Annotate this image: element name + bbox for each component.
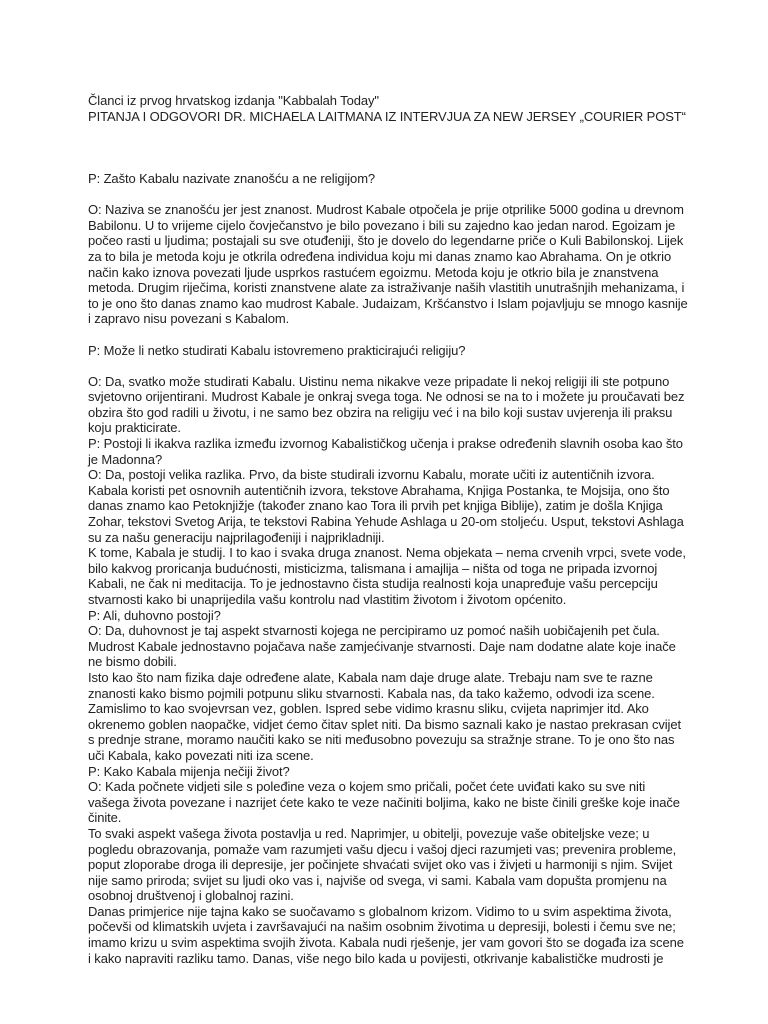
question-4: P: Ali, duhovno postoji? — [88, 607, 221, 623]
question-3: P: Postoji li ikakva razlika između izvornog Kabalističkog učenja i prakse određenih slavnih osoba kao što je Madonna? — [88, 436, 683, 467]
spacer — [88, 327, 688, 343]
document-header-line-1: Članci iz prvog hrvatskog izdanja "Kabbalah Today" — [88, 93, 379, 108]
document-body — [88, 93, 688, 966]
spacer — [88, 124, 688, 155]
document-header-line-2: PITANJA I ODGOVORI DR. MICHAELA LAITMANA IZ INTERVJUA ZA NEW JERSEY „COURIER POST“ — [88, 108, 686, 124]
spacer — [88, 187, 688, 203]
question-2: P: Može li netko studirati Kabalu istovremeno prakticirajući religiju? — [88, 342, 466, 358]
answer-5-continued: To svaki aspekt vašega života postavlja u red. Naprimjer, u obitelji, povezuje vaše obiteljske veze; u pogledu obrazovanja, pomaže vam razumjeti vašu djecu i vašoj djeci razumjeti vas; prevenira probleme, poput zloporabe droga ili depresije, jer počinjete shvaćati svijet oko vas i živjeti u harmoniji s njim. Svijet nije samo priroda; svijet su ljudi oko vas i, najviše od svega, vi sami. Kabala vam dopušta promjenu na osobnoj društvenoj i globalnoj razini. — [88, 825, 677, 904]
answer-2: O: Da, svatko može studirati Kabalu. Uistinu nema nikakve veze pripadate li nekoj religiji ili ste potpuno svjetovno orijentirani. Mudrost Kabale je onkraj svega toga. Ne odnosi se na to i možete ju proučavati bez obzira što god radili u životu, i ne samo bez obzira na religiju već i na bilo koji sustav uvjerenja ili praksu koju prakticirate. — [88, 373, 685, 436]
answer-4: O: Da, duhovnost je taj aspekt stvarnosti kojega ne percipiramo uz pomoć naših uobičajenih pet čula. Mudrost Kabale jednostavno pojačava naše zamjećivanje stvarnosti. Daje nam dodatne alate koje inače ne bismo dobili. — [88, 623, 676, 670]
question-1: P: Zašto Kabalu nazivate znanošću a ne religijom? — [88, 170, 376, 186]
answer-4-continued: Isto kao što nam fizika daje određene alate, Kabala nam daje druge alate. Trebaju nam sve te razne znanosti kako bismo pojmili potpunu sliku stvarnosti. Kabala nas, da tako kažemo, odvodi iza scene. Zamislimo to kao svojevrsan vez, goblen. Ispred sebe vidimo krasnu sliku, cvijeta naprimjer itd. Ako okrenemo goblen naopačke, vidjet ćemo čitav splet niti. Da bismo saznali kako je nastao prekrasan cvijet s prednje strane, moramo naučiti kako se niti međusobno povezuju sa stražnje strane. To je ono što nas uči Kabala, kako povezati niti iza scene. — [88, 669, 681, 763]
answer-5: O: Kada počnete vidjeti sile s poleđine veza o kojem smo pričali, počet ćete uviđati kako su sve niti vašega života povezane i nazrijet ćete kako te veze načiniti boljima, kako ne biste činili greške koje inače činite. — [88, 779, 680, 826]
answer-1: O: Naziva se znanošću jer jest znanost. Mudrost Kabale otpočela je prije otprilike 5000 godina u drevnom Babilonu. U to vrijeme cijelo čovječanstvo je bilo povezano i bili su zajedno kao jedan narod. Egoizam je počeo rasti u ljudima; postajali su sve otuđeniji, što je dovelo do legendarne priče o Kuli Babilonskoj. Lijek za to bila je metoda koju je otkrila određena individua koju mi danas znamo kao Abrahama. On je otkrio način kako iznova povezati ljude usprkos rastućem egoizmu. Metoda koju je otkrio bila je znanstvena metoda. Drugim riječima, koristi znanstvene alate za istraživanje naših vlastitih unutrašnjih mehanizama, i to je ono što danas znamo kao mudrost Kabale. Judaizam, Kršćanstvo i Islam pojavljuju se mnogo kasnije i zapravo nisu povezani s Kabalom. — [88, 202, 688, 327]
spacer — [88, 358, 688, 374]
answer-3-continued: K tome, Kabala je studij. I to kao i svaka druga znanost. Nema objekata – nema crvenih vrpci, svete vode, bilo kakvog proricanja budućnosti, misticizma, talismana i amajlija – ništa od toga ne pripada izvornoj Kabali, ne čak ni meditacija. To je jednostavno čista studija realnosti koja unapređuje vašu percepciju stvarnosti kako bi unaprijedila vašu kontrolu nad vlastitim životom i životom općenito. — [88, 545, 686, 607]
answer-5-continued-2: Danas primjerice nije tajna kako se suočavamo s globalnom krizom. Vidimo to u svim aspektima života, počevši od klimatskih uvjeta i završavajući na našim osobnim životima u depresiji, bolesti i čemu sve ne; imamo krizu u svim aspektima svojih života. Kabala nudi rješenje, jer vam govori što se događa iza scene i kako napraviti razliku tamo. Danas, više nego bilo kada u povijesti, otkrivanje kabalističke mudrosti je — [88, 903, 684, 966]
spacer — [88, 155, 688, 171]
answer-3: O: Da, postoji velika razlika. Prvo, da biste studirali izvornu Kabalu, morate učiti iz autentičnih izvora. Kabala koristi pet osnovnih autentičnih izvora, tekstove Abrahama, Knjiga Postanka, te Mojsija, ono što danas znamo kao Petoknjižje (također znano kao Tora ili prvih pet knjiga Biblije), zatim je došla Knjiga Zohar, tekstovi Svetog Arija, te tekstovi Rabina Yehude Ashlaga u 20-om stoljeću. Usput, tekstovi Ashlaga su za našu generaciju najprilagođeniji i najprikladniji. — [88, 467, 684, 545]
question-5: P: Kako Kabala mijenja nečiji život? — [88, 763, 290, 779]
